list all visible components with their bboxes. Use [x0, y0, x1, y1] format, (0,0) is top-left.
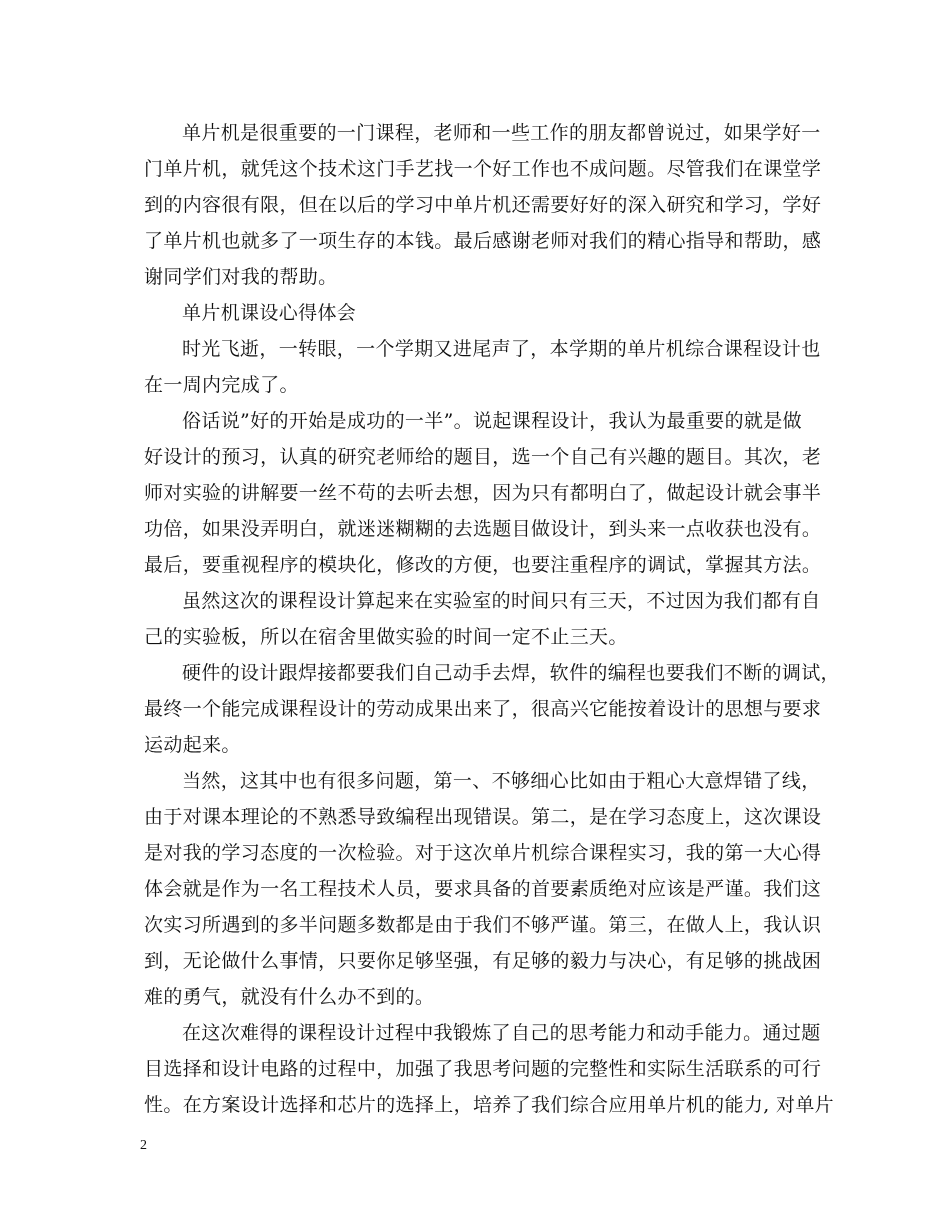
body-text-line: 在一周内完成了。 [144, 374, 299, 396]
body-text-line: 硬件的设计跟焊接都要我们自己动手去焊，软件的编程也要我们不断的调试， [182, 662, 840, 684]
body-text-line: 体会就是作为一名工程技术人员，要求具备的首要素质绝对应该是严谨。我们这 [144, 878, 822, 900]
body-text-line: 运动起来。 [144, 734, 241, 756]
body-text-line: 时光飞逝，一转眼，一个学期又进尾声了，本学期的单片机综合课程设计也 [182, 338, 821, 360]
body-text-line: 在这次难得的课程设计过程中我锻炼了自己的思考能力和动手能力。通过题 [182, 1022, 821, 1044]
body-text-line: 好设计的预习，认真的研究老师给的题目，选一个自己有兴趣的题目。其次，老 [144, 446, 822, 468]
body-text-line: 了单片机也就多了一项生存的本钱。最后感谢老师对我们的精心指导和帮助，感 [144, 230, 822, 252]
section-heading: 单片机课设心得体会 [182, 302, 357, 324]
body-text-line: 功倍，如果没弄明白，就迷迷糊糊的去选题目做设计，到头来一点收获也没有。 [144, 518, 822, 540]
body-text-line: 门单片机，就凭这个技术这门手艺找一个好工作也不成问题。尽管我们在课堂学 [144, 158, 822, 180]
body-text-line: 最终一个能完成课程设计的劳动成果出来了，很高兴它能按着设计的思想与要求 [144, 698, 822, 720]
body-text-line: 单片机是很重要的一门课程，老师和一些工作的朋友都曾说过，如果学好一 [182, 122, 821, 144]
body-text-line: 次实习所遇到的多半问题多数都是由于我们不够严谨。第三，在做人上，我认识 [144, 914, 822, 936]
body-text-line: 最后，要重视程序的模块化，修改的方便，也要注重程序的调试，掌握其方法。 [144, 554, 822, 576]
body-text-line: 俗话说”好的开始是成功的一半”。说起课程设计，我认为最重要的就是做 [182, 410, 802, 432]
body-text-line: 到的内容很有限，但在以后的学习中单片机还需要好好的深入研究和学习，学好 [144, 194, 822, 216]
body-text-line: 性。在方案设计选择和芯片的选择上，培养了我们综合应用单片机的能力, 对单片 [144, 1094, 835, 1116]
body-text-line: 是对我的学习态度的一次检验。对于这次单片机综合课程实习，我的第一大心得 [144, 842, 822, 864]
body-text-line: 当然，这其中也有很多问题，第一、不够细心比如由于粗心大意焊错了线， [182, 770, 821, 792]
body-text-line: 己的实验板，所以在宿舍里做实验的时间一定不止三天。 [144, 626, 628, 648]
body-text-line: 师对实验的讲解要一丝不苟的去听去想，因为只有都明白了，做起设计就会事半 [144, 482, 822, 504]
body-text-line: 目选择和设计电路的过程中，加强了我思考问题的完整性和实际生活联系的可行 [144, 1058, 822, 1080]
body-text-line: 到，无论做什么事情，只要你足够坚强，有足够的毅力与决心，有足够的挑战困 [144, 950, 822, 972]
body-text-line: 难的勇气，就没有什么办不到的。 [144, 986, 435, 1008]
page-number: 2 [140, 1138, 147, 1153]
body-text-line: 虽然这次的课程设计算起来在实验室的时间只有三天，不过因为我们都有自 [182, 590, 821, 612]
body-text-line: 由于对课本理论的不熟悉导致编程出现错误。第二，是在学习态度上，这次课设 [144, 806, 822, 828]
body-text-line: 谢同学们对我的帮助。 [144, 266, 338, 288]
